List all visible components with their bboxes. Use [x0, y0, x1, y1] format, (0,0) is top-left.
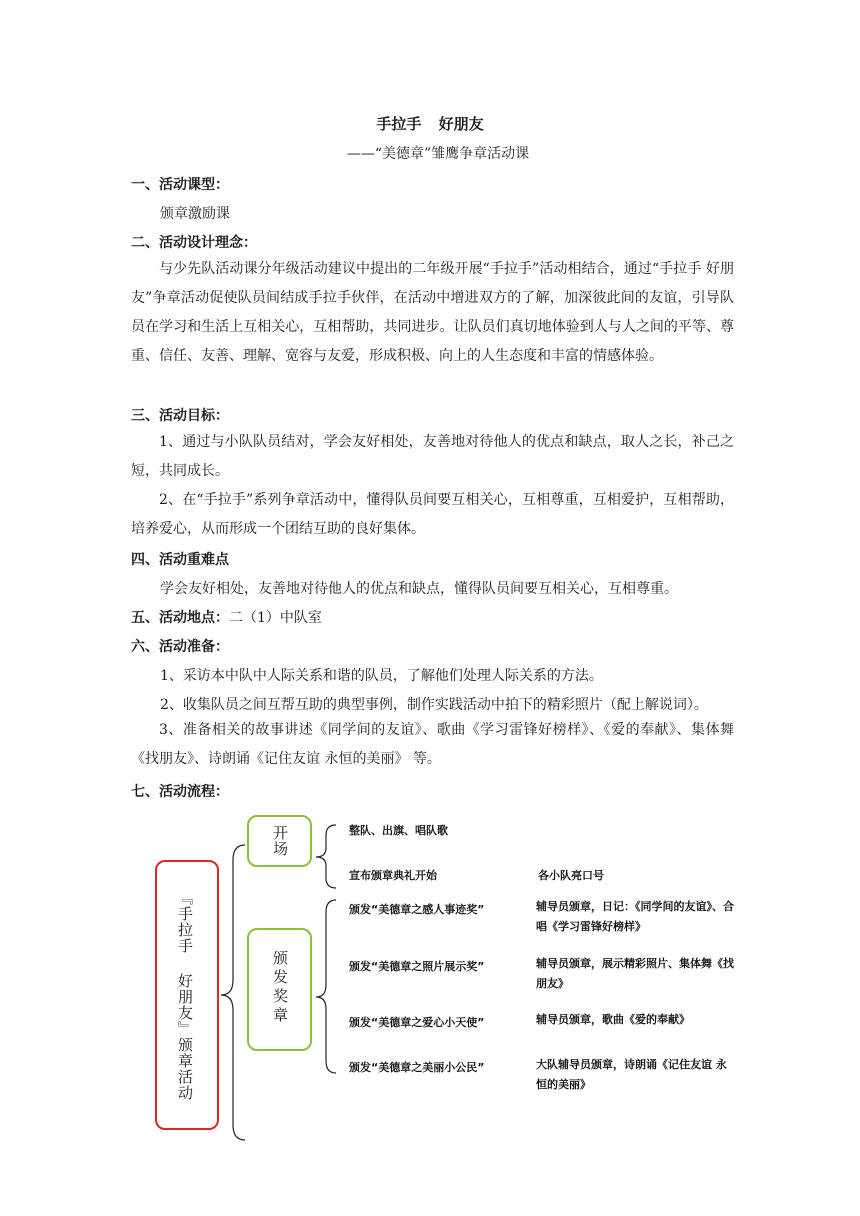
flow-award-2-note: 辅导员颁章，展示精彩照片、集体舞《找朋友》 [536, 957, 734, 990]
branch2-brace [316, 900, 336, 1073]
flow-root-box [155, 860, 219, 1130]
section-6-item-1: 1、采访本中队中人际关系和谐的队员，了解他们处理人际关系的方法。 [160, 668, 603, 684]
flow-branch-opening-label: 开场 [271, 825, 289, 857]
section-5-text: 二（1）中队室 [229, 610, 322, 626]
doc-title: 手拉手 好朋友 [376, 115, 484, 133]
flow-award-1: 颁发“美德章之感人事迹奖” [349, 903, 485, 916]
flow-branch-awards-label: 颁发奖章 [271, 950, 289, 1026]
flow-root-label: 『手拉手 好朋友』颁章活动 [176, 890, 194, 1101]
flow-award-3-note: 辅导员颁章，歌曲《爱的奉献》 [536, 1013, 690, 1026]
doc-subtitle: ——“美德章”雏鹰争章活动课 [346, 146, 530, 162]
flow-award-4-note: 大队辅导员颁章，诗朗诵《记住友谊 永恒的美丽》 [536, 1058, 727, 1091]
section-3-heading: 三、活动目标： [131, 408, 229, 424]
section-6-heading: 六、活动准备： [131, 639, 229, 655]
flow-opening-item-2: 宣布颁章典礼开始 [349, 869, 437, 882]
section-6-item-2: 2、收集队员之间互帮互助的典型事例，制作实践活动中拍下的精彩照片（配上解说词）。 [160, 697, 708, 713]
flow-branch-opening-box [247, 815, 312, 867]
section-1-text: 颁章激励课 [160, 206, 230, 222]
branch1-brace [316, 825, 336, 888]
section-4-heading: 四、活动重难点 [131, 552, 229, 568]
section-2-heading: 二、活动设计理念： [131, 235, 257, 251]
section-3-goal-2: 2、在“手拉手”系列争章活动中，懂得队员间要互相关心，互相尊重，互相爱护，互相帮助，培养爱心，从而形成一个团结互助的良好集体。 [131, 492, 734, 537]
flow-opening-item-2-note: 各小队亮口号 [538, 869, 604, 882]
root-brace [221, 845, 245, 1140]
flow-opening-item-1: 整队、出旗、唱队歌 [349, 824, 448, 837]
flow-award-3: 颁发“美德章之爱心小天使” [349, 1016, 485, 1029]
section-5-heading [131, 607, 322, 627]
flow-award-2: 颁发“美德章之照片展示奖” [349, 960, 485, 973]
section-4-text: 学会友好相处，友善地对待他人的优点和缺点，懂得队员间要互相关心，互相尊重。 [160, 581, 678, 597]
flow-award-4: 颁发“美德章之美丽小公民” [349, 1061, 485, 1074]
section-2-paragraph: 与少先队活动课分年级活动建议中提出的二年级开展“手拉手”活动相结合，通过“手拉手 好朋友”争章活动促使队员间结成手拉手伙伴，在活动中增进双方的了解，加深彼此间的友谊，引导队员在学习和生活上互相关心，互相帮助，共同进步。让队员们真切地体验到人与人之间的平等、尊重、信任、友善、理解、宽容与友爱，形成积极、向上的人生态度和丰富的情感体验。 [131, 261, 734, 364]
section-7-heading: 七、活动流程： [131, 784, 229, 800]
flow-branch-awards-box [247, 928, 312, 1051]
flow-award-1-note: 辅导员颁章，日记：《同学间的友谊》、合唱《学习雷锋好榜样》 [536, 900, 734, 933]
section-6-item-3: 3、准备相关的故事讲述《同学间的友谊》、歌曲《学习雷锋好榜样》、《爱的奉献》、集体舞《找朋友》、诗朗诵《记住友谊 永恒的美丽》 等。 [131, 722, 734, 767]
section-3-goal-1: 1、通过与小队队员结对，学会友好相处，友善地对待他人的优点和缺点，取人之长，补己之短，共同成长。 [131, 434, 734, 479]
section-1-heading: 一、活动课型： [131, 177, 229, 193]
section-5-label: 五、活动地点： [131, 610, 229, 626]
